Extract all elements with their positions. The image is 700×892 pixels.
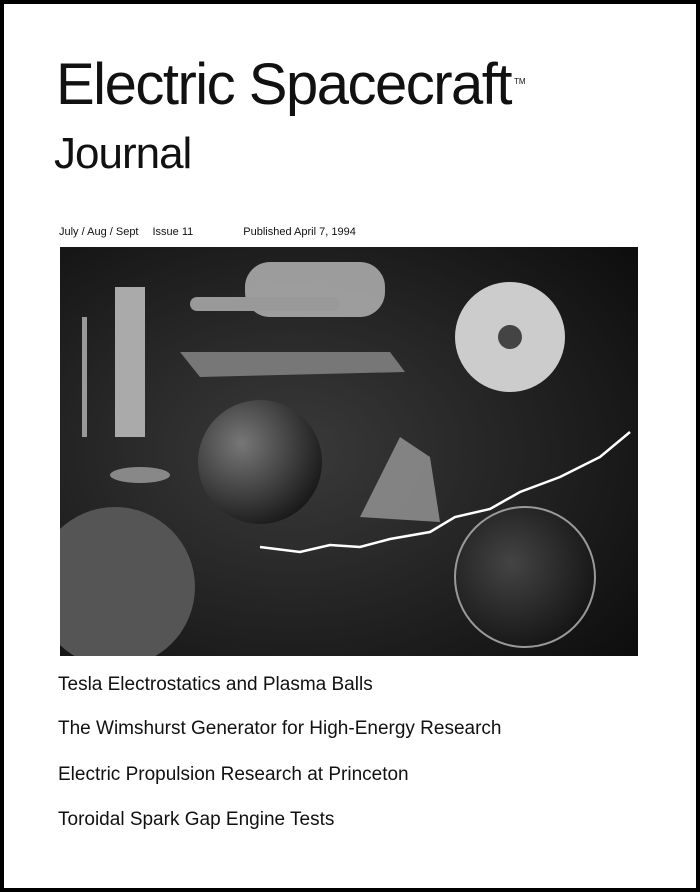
journal-title: Electric Spacecraft	[56, 52, 512, 117]
issue-info-row	[59, 226, 356, 239]
publish-date: Published April 7, 1994	[243, 226, 356, 238]
headline-item: Electric Propulsion Research at Princeton	[58, 764, 409, 785]
cover-photo-electrostatic-apparatus	[60, 247, 638, 656]
headline-item: Tesla Electrostatics and Plasma Balls	[58, 674, 373, 695]
issue-period: July / Aug / Sept	[59, 226, 139, 238]
headline-item: The Wimshurst Generator for High-Energy Research	[58, 718, 502, 739]
journal-subtitle: Journal	[54, 129, 192, 178]
trademark-mark: TM	[514, 77, 526, 86]
journal-cover-page	[4, 4, 696, 888]
masthead	[56, 52, 526, 117]
issue-number: Issue 11	[152, 226, 194, 238]
headline-item: Toroidal Spark Gap Engine Tests	[58, 809, 335, 830]
